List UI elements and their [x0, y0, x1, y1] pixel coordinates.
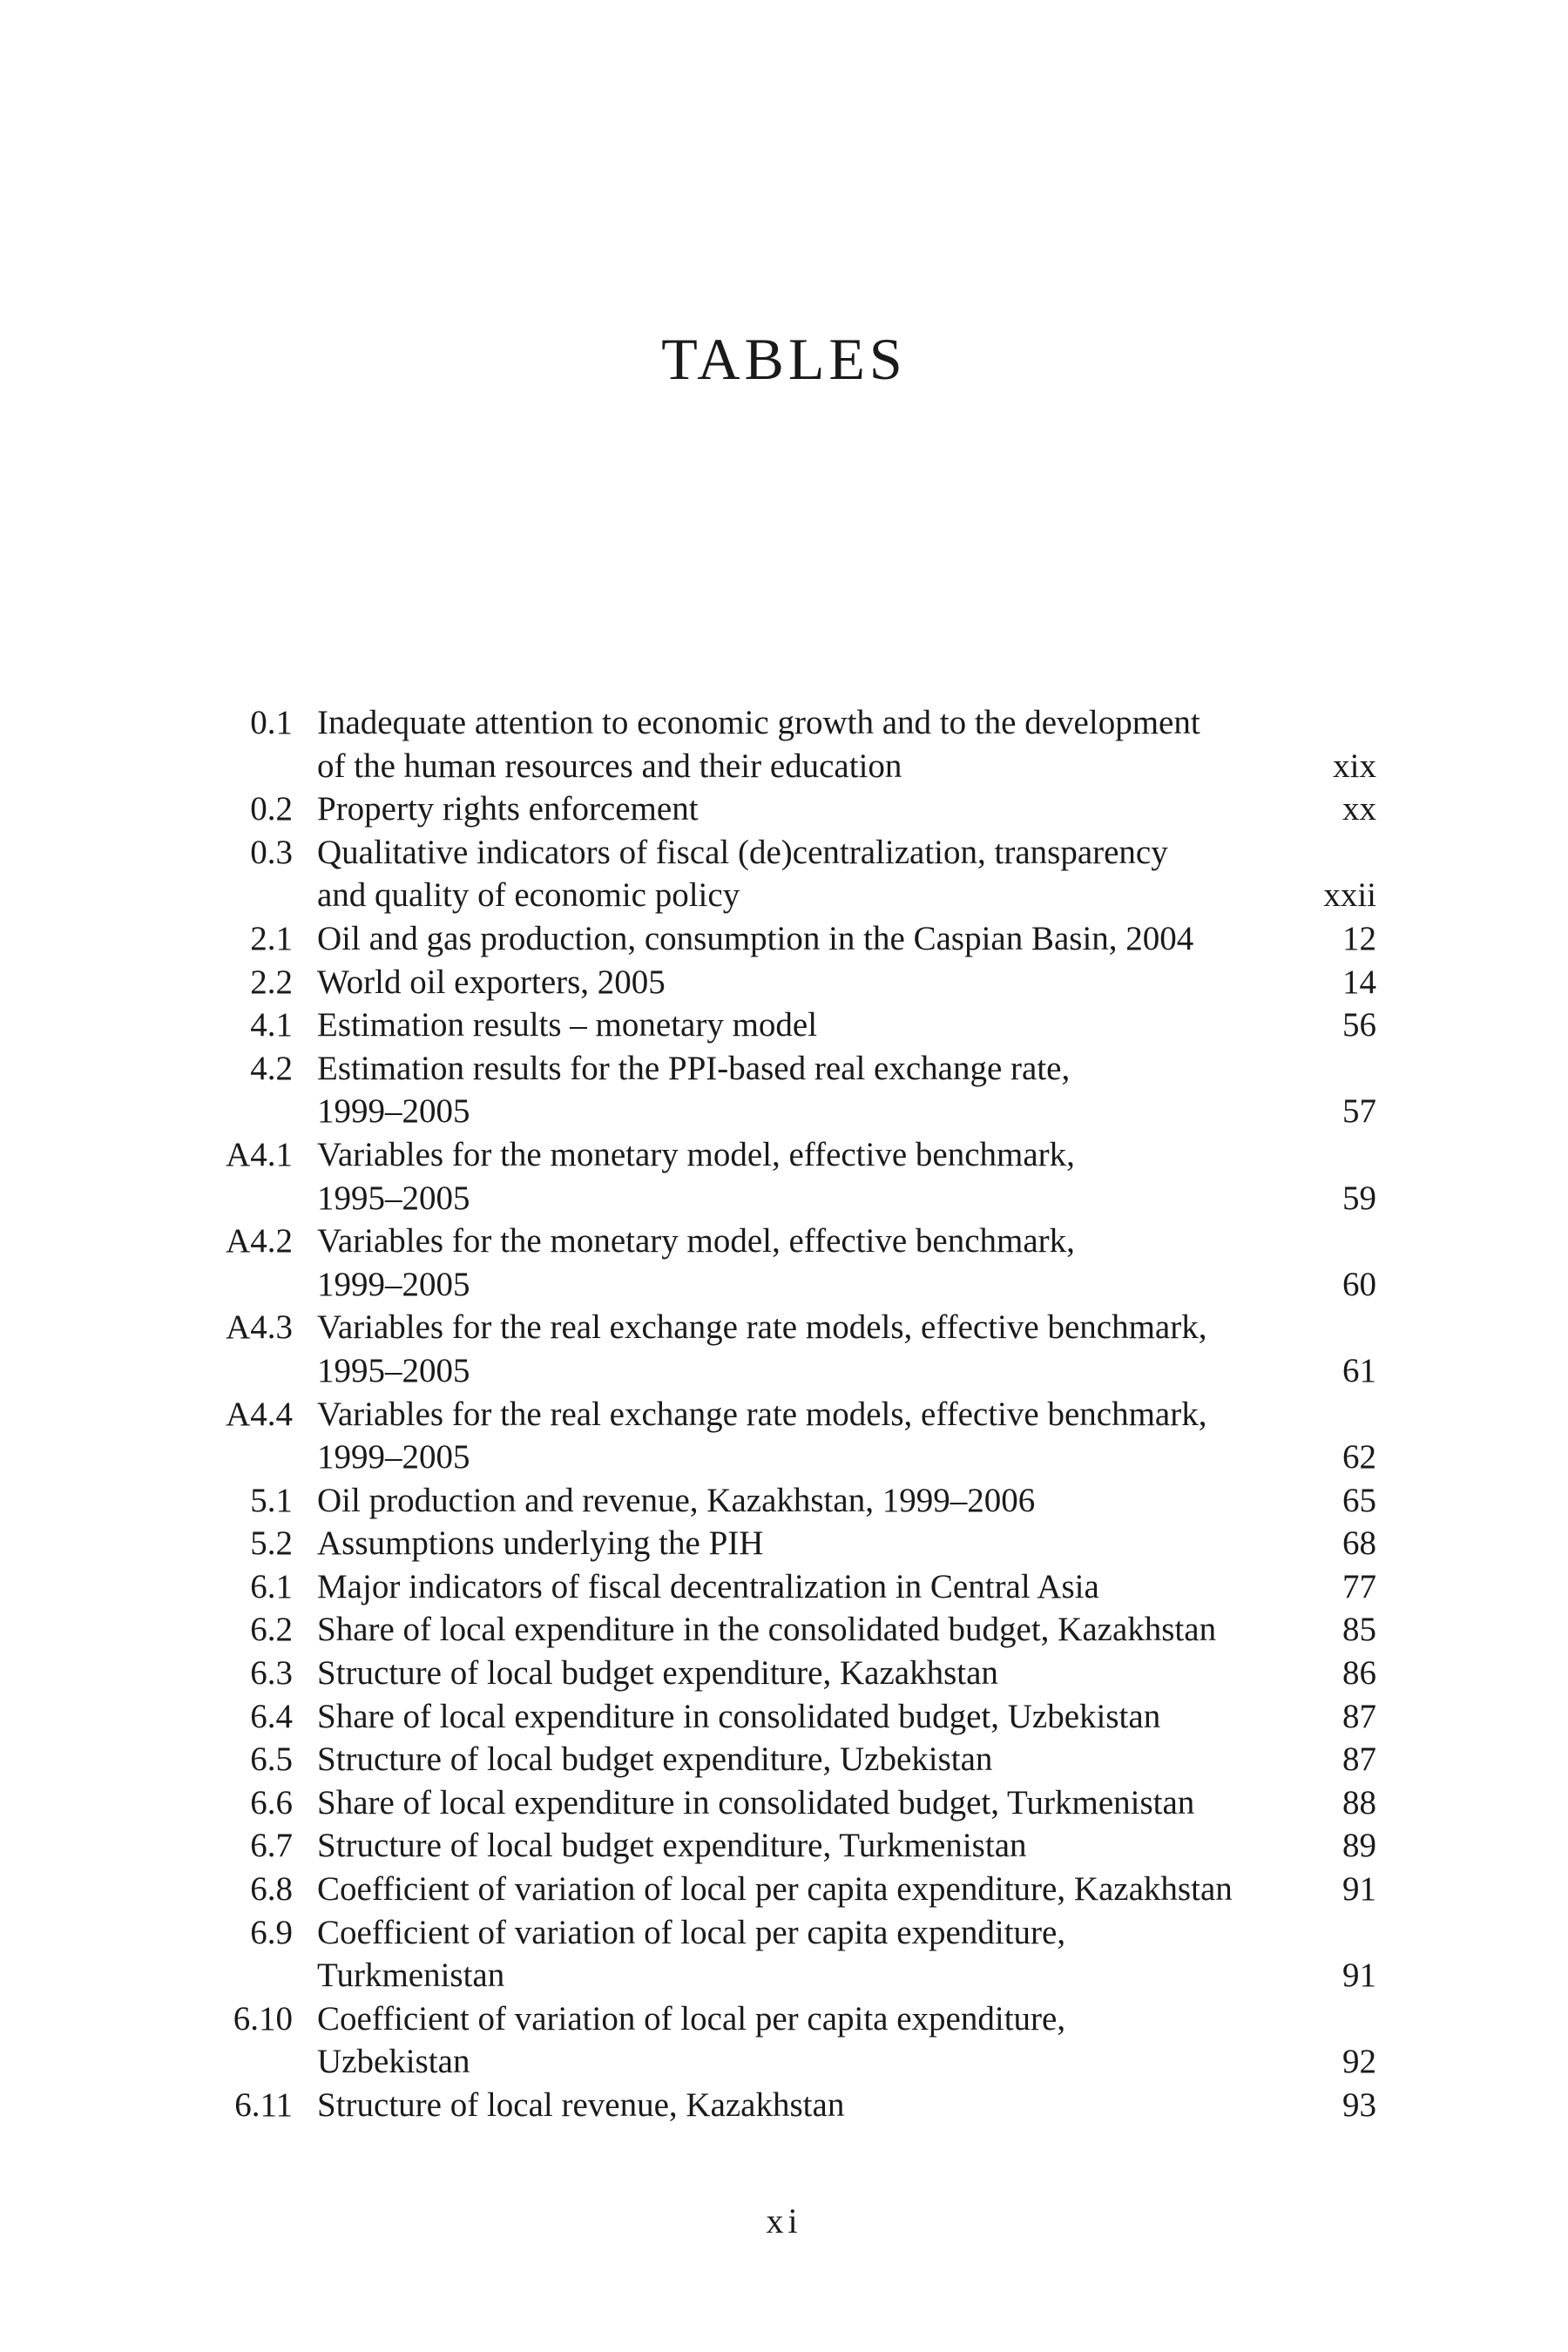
table-list-entry [174, 701, 1376, 787]
entry-title-line: of the human resources and their education [317, 747, 902, 785]
entry-title-line: and quality of economic policy [317, 876, 740, 915]
entry-title-line: Estimation results – monetary model [317, 1006, 818, 1044]
table-list-entry [174, 787, 1376, 831]
entry-number: 6.1 [250, 1567, 293, 1605]
entry-page-number: 68 [1342, 1524, 1376, 1563]
table-list-entry [174, 831, 1376, 917]
entry-number: 6.3 [250, 1654, 293, 1693]
table-list-entry [174, 1911, 1376, 1997]
entry-page-number: 56 [1342, 1006, 1376, 1044]
entry-title-line: Uzbekistan [317, 2043, 470, 2081]
entry-title [314, 787, 1289, 831]
entry-number: 6.10 [233, 1999, 293, 2038]
entry-number: A4.3 [226, 1308, 293, 1347]
entry-number: 6.9 [250, 1913, 293, 1951]
entry-page-number: xxii [1323, 876, 1376, 915]
entry-title [314, 1220, 1289, 1306]
entry-number: 0.1 [250, 704, 293, 741]
entry-page-number: xx [1342, 790, 1376, 828]
entry-title [314, 1781, 1289, 1825]
entry-title [314, 1695, 1289, 1739]
entry-title [314, 1004, 1289, 1047]
entry-number: 6.8 [250, 1870, 293, 1909]
entry-number: 6.11 [234, 2086, 293, 2124]
entry-title-line: Coefficient of variation of local per capita expenditure, [317, 1913, 1066, 1951]
page-number: xi [766, 2201, 802, 2240]
entry-title [314, 1738, 1289, 1781]
entry-page-number: 91 [1342, 1957, 1376, 1995]
table-list-entry [174, 1393, 1376, 1479]
table-list-entry [174, 1608, 1376, 1652]
entry-title [314, 1565, 1289, 1609]
entry-title-line: Share of local expenditure in consolidated budget, Turkmenistan [317, 1783, 1195, 1821]
table-list-entry [174, 1047, 1376, 1133]
entry-title [314, 2084, 1289, 2127]
entry-number: A4.4 [226, 1395, 293, 1433]
entry-title-line: Oil production and revenue, Kazakhstan, 1999–2006 [317, 1481, 1036, 1519]
entry-number: 2.1 [250, 919, 293, 957]
entry-title-line: Coefficient of variation of local per capita expenditure, [317, 1999, 1066, 2038]
entry-title-line: Structure of local budget expenditure, Kazakhstan [317, 1654, 998, 1693]
entry-page-number: 87 [1342, 1740, 1376, 1779]
entry-title-line: Estimation results for the PPI-based real exchange rate, [317, 1049, 1071, 1087]
entry-page-number: 93 [1342, 2086, 1376, 2124]
entry-title-line: Assumptions underlying the PIH [317, 1524, 764, 1563]
entry-page-number: 89 [1342, 1827, 1376, 1865]
entry-title-line: Variables for the monetary model, effective benchmark, [317, 1222, 1075, 1260]
entry-number: 2.2 [250, 963, 293, 1001]
entry-title-line: Structure of local budget expenditure, Turkmenistan [317, 1827, 1027, 1865]
table-list-entry [174, 2084, 1376, 2127]
table-list-entry [174, 1652, 1376, 1695]
entry-number: 6.2 [250, 1611, 293, 1649]
entry-number: 6.4 [250, 1697, 293, 1735]
entry-page-number: 60 [1342, 1265, 1376, 1303]
entry-title [314, 961, 1289, 1004]
table-list-entry [174, 1479, 1376, 1523]
entry-title [314, 1997, 1289, 2084]
entry-number: 6.6 [250, 1783, 293, 1821]
entry-page-number: 86 [1342, 1654, 1376, 1693]
entry-number: 5.1 [250, 1481, 293, 1519]
entry-number: A4.1 [226, 1135, 293, 1173]
entry-title-line: Oil and gas production, consumption in the Caspian Basin, 2004 [317, 919, 1194, 957]
table-list-entry [174, 1522, 1376, 1565]
entry-number: 4.2 [250, 1049, 293, 1087]
entry-title-line: Coefficient of variation of local per capita expenditure, Kazakhstan [317, 1870, 1233, 1909]
entry-title-line: Share of local expenditure in consolidated budget, Uzbekistan [317, 1697, 1161, 1735]
entry-page-number: 61 [1342, 1351, 1376, 1389]
entry-number: A4.2 [226, 1222, 293, 1260]
page-title: TABLES [661, 326, 907, 392]
entry-title-line: Share of local expenditure in the consolidated budget, Kazakhstan [317, 1611, 1217, 1649]
table-list-entry [174, 1997, 1376, 2084]
entry-number: 0.2 [250, 790, 293, 828]
entry-page-number: 88 [1342, 1783, 1376, 1821]
entry-title-line: 1995–2005 [317, 1351, 470, 1389]
entry-number: 0.3 [250, 833, 293, 871]
entry-number: 5.2 [250, 1524, 293, 1563]
table-list-entry [174, 917, 1376, 961]
entry-title-line: World oil exporters, 2005 [317, 963, 666, 1001]
entry-title [314, 1306, 1289, 1392]
entry-title [314, 1479, 1289, 1523]
entry-page-number: xix [1333, 747, 1376, 785]
entry-number: 4.1 [250, 1006, 293, 1044]
entry-page-number: 87 [1342, 1697, 1376, 1735]
entry-title-line: Variables for the real exchange rate models, effective benchmark, [317, 1395, 1207, 1433]
entry-title-line: Property rights enforcement [317, 790, 699, 828]
table-list-entry [174, 1824, 1376, 1868]
entry-title [314, 1652, 1289, 1695]
table-list-entry [174, 1695, 1376, 1739]
entry-title [314, 701, 1289, 787]
entry-page-number: 57 [1342, 1092, 1376, 1131]
entry-page-number: 91 [1342, 1870, 1376, 1909]
entry-title [314, 1047, 1289, 1133]
entry-title [314, 1133, 1289, 1220]
entry-title-line: Variables for the real exchange rate models, effective benchmark, [317, 1308, 1207, 1347]
entry-title-line: Turkmenistan [317, 1957, 505, 1995]
entry-title [314, 917, 1289, 961]
table-list-entry [174, 1868, 1376, 1911]
entry-title-line: Qualitative indicators of fiscal (de)centralization, transparency [317, 833, 1168, 871]
entry-title-line: Major indicators of fiscal decentralization in Central Asia [317, 1567, 1099, 1605]
entry-title-line: Structure of local revenue, Kazakhstan [317, 2086, 845, 2124]
entry-title [314, 831, 1289, 917]
entry-title [314, 1824, 1289, 1868]
entry-title [314, 1868, 1289, 1911]
entry-title-line: 1999–2005 [317, 1265, 470, 1303]
table-list-entry [174, 1220, 1376, 1306]
entry-title-line: 1995–2005 [317, 1179, 470, 1217]
entry-number: 6.5 [250, 1740, 293, 1779]
entry-page-number: 77 [1342, 1567, 1376, 1605]
table-list-entry [174, 961, 1376, 1004]
entry-title-line: Inadequate attention to economic growth and to the development [317, 704, 1200, 741]
table-list-entry [174, 1565, 1376, 1609]
entry-title [314, 1608, 1289, 1652]
entry-page-number: 65 [1342, 1481, 1376, 1519]
entry-title-line: Variables for the monetary model, effective benchmark, [317, 1135, 1075, 1173]
entry-page-number: 85 [1342, 1611, 1376, 1649]
table-list-entry [174, 1133, 1376, 1220]
table-list-entry [174, 1004, 1376, 1047]
table-list-entry [174, 1306, 1376, 1392]
entry-page-number: 62 [1342, 1438, 1376, 1477]
entry-title-line: 1999–2005 [317, 1092, 470, 1131]
entry-page-number: 92 [1342, 2043, 1376, 2081]
entry-page-number: 14 [1342, 963, 1376, 1001]
table-list-entry [174, 1781, 1376, 1825]
entry-page-number: 59 [1342, 1179, 1376, 1217]
table-list-entry [174, 1738, 1376, 1781]
entry-title [314, 1393, 1289, 1479]
entry-title-line: 1999–2005 [317, 1438, 470, 1477]
entry-number: 6.7 [250, 1827, 293, 1865]
entry-title [314, 1911, 1289, 1997]
table-list [174, 701, 1376, 2127]
entry-title-line: Structure of local budget expenditure, Uzbekistan [317, 1740, 993, 1779]
entry-title [314, 1522, 1289, 1565]
entry-page-number: 12 [1342, 919, 1376, 957]
